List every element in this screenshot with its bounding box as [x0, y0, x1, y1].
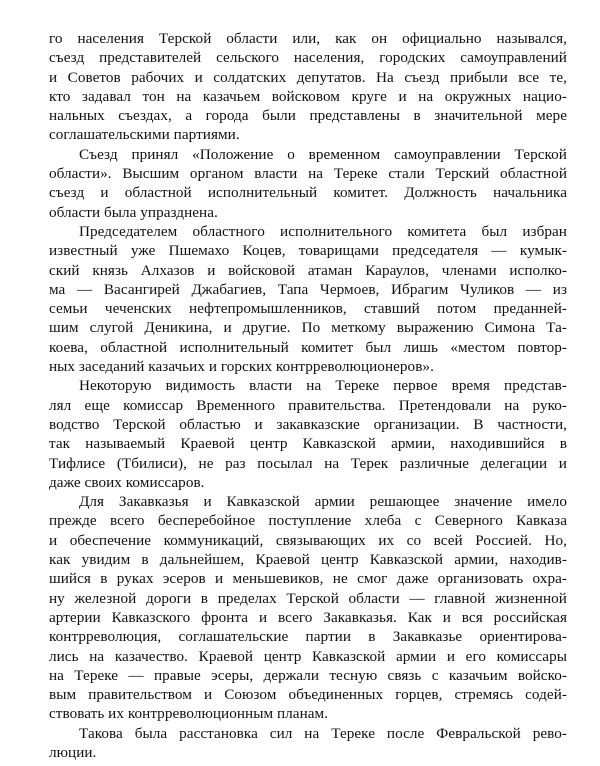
- text-line: Председателем областного исполнительного комитета был избран: [79, 222, 567, 240]
- text-line: ма — Васангирей Джабагиев, Тапа Чермоев, Ибрагим Чуликов — из: [49, 280, 567, 298]
- text-line: Некоторую видимость власти на Тереке первое время представ-: [79, 377, 567, 395]
- text-line: водство Терской областью и закавказские организации. В частности,: [49, 415, 567, 433]
- text-line: го населения Терской области или, как он официально назывался,: [49, 30, 567, 47]
- text-line: съезд представителей сельского населения, городских самоуправлений: [49, 49, 567, 67]
- text-line: артерии Кавказского фронта и всего Закавказья. Как и вся российская: [49, 608, 567, 626]
- text-line: лял еще комиссар Временного правительства. Претендовали на руко-: [49, 396, 567, 414]
- text-line: нальных съездах, а города были представлены в значительной мере: [49, 107, 567, 125]
- text-line: кто задавал тон на казачьем войсковом круге и на окружных нацио-: [49, 87, 567, 105]
- text-line: области». Высшим органом власти на Тереке стали Терский областной: [49, 165, 567, 183]
- text-line: Съезд принял «Положение о временном самоуправлении Терской: [79, 145, 567, 163]
- text-line: семьи чеченских нефтепромышленников, ставший потом преданней-: [49, 300, 567, 318]
- text-line: соглашательскими партиями.: [49, 126, 240, 144]
- text-line: вым правительством и Союзом объединенных горцев, стремясь содей-: [49, 686, 567, 704]
- text-line: прежде всего бесперебойное поступление хлеба с Северного Кавказа: [49, 512, 567, 530]
- text-line: лись на казачество. Краевой центр Кавказской армии и его комиссары: [49, 647, 567, 665]
- text-line: на Тереке — правые эсеры, держали тесную связь с казачьим войско-: [49, 666, 567, 684]
- paragraph: [49, 145, 567, 222]
- text-line: как увидим в дальнейшем, Краевой центр Кавказской армии, находив-: [49, 551, 567, 569]
- text-line: области была упразднена.: [49, 203, 218, 221]
- text-line: Тифлисе (Тбилиси), не раз посылал на Терек различные делегации и: [49, 454, 567, 472]
- text-line: контрреволюция, соглашательские партии в Закавказье ориентирова-: [49, 628, 567, 646]
- paragraph: [49, 222, 567, 376]
- text-line: даже своих комиссаров.: [49, 473, 205, 491]
- text-line: Для Закавказья и Кавказской армии решающее значение имело: [79, 493, 567, 511]
- text-line: шийся в руках эсеров и меньшевиков, не смог даже организовать охра-: [49, 570, 567, 588]
- text-line: ных заседаний казачьих и горских контрреволюционеров».: [49, 358, 434, 376]
- text-line: люции.: [49, 743, 97, 761]
- text-line: ский князь Алхазов и войсковой атаман Караулов, членами исполко-: [49, 261, 567, 279]
- text-line: коева, областной исполнительный комитет был лишь «местом повтор-: [49, 338, 567, 356]
- paragraph: [49, 29, 567, 145]
- text-line: Такова была расстановка сил на Тереке после Февральской рево-: [79, 724, 567, 742]
- text-line: известный уже Пшемахо Коцев, товарищами председателя — кумык-: [49, 242, 567, 260]
- text-line: и обеспечение коммуникаций, связывающих их со всей Россией. Но,: [49, 531, 567, 549]
- text-line: шим слугой Деникина, и другие. По меткому выражению Симона Та-: [49, 319, 567, 337]
- text-line: и Советов рабочих и солдатских депутатов. На съезд прибыли все те,: [49, 68, 567, 86]
- text-line: так называемый Краевой центр Кавказской армии, находившийся в: [49, 435, 567, 453]
- body-text: [49, 29, 567, 762]
- paragraph: [49, 492, 567, 724]
- paragraph: [49, 376, 567, 492]
- text-line: съезд и областной исполнительный комитет. Должность начальника: [49, 184, 567, 202]
- text-line: ну железной дороги в пределах Терской области — главной жизненной: [49, 589, 567, 607]
- paragraph: [49, 724, 567, 763]
- text-line: ствовать их контрреволюционным планам.: [49, 705, 329, 723]
